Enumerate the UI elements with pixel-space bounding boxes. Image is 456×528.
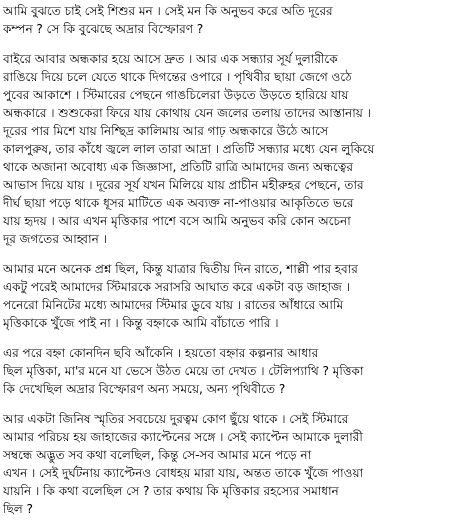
text-line: কম্পন ? সে কি বুঝেছে অদ্রার বিস্ফোরণ ? [3, 22, 204, 36]
text-line: রাঙিয়ে দিয়ে চলে যেতে থাকে দিগন্তের ওপারে । পৃথিবীর ছায়া জেগে ওঠে [3, 70, 352, 84]
text-line: আর একটা জিনিষ স্মৃতির সবচেয়ে দুরত্বম কোণ ছুঁয়ে থাকে । সেই স্টিমারে [3, 412, 349, 426]
paragraph-5 [3, 410, 453, 518]
text-line: একটু পরেই আমাদের স্টিমারকে সরাসরি আঘাত করে একটা বড় জাহাজ । [3, 280, 350, 294]
paragraph-3 [3, 260, 453, 332]
text-line: দীর্ঘ ছায়া পড়ে থাকে ধূসর মাটিতে এক অব্যক্ত না-পাওয়ার আকৃতিতে ভরে [3, 196, 354, 210]
paragraph-gap [3, 38, 453, 50]
paragraph-4 [3, 344, 453, 398]
text-line: দূর জগতের আহ্বান । [3, 232, 107, 246]
text-line: আভাস দিয়ে যায় । দূরের সূর্য যখন মিলিয়ে যায় প্রাচীন মহীরুহর পেছনে, তার [3, 178, 364, 192]
text-line: আমার পরিচয় হয় জাহাজের ক্যাপ্টেনের সঙ্গে । সেই ক্যাপ্টেন আমাকে দুলারী [3, 430, 363, 444]
text-line: বাইরে আবার অন্ধকার হয়ে আসে দ্রুত । আর এক সন্ধ্যার সূর্য দুলারীকে [3, 52, 338, 66]
text-line: আমার মনে অনেক প্রশ্ন ছিল, কিন্তু যাত্রার দ্বিতীয় দিন রাতে, শাল্লী পার হবার [3, 262, 358, 276]
text-line: এর পরে বহ্না কোনদিন ছবি আঁকেনি । হয়তো বহ্নার কল্পনার আধার [3, 346, 319, 360]
text-line: আমি বুঝতে চাই সেই শিশুর মন । সেই মন কি অনুভব করে অতি দূরের [3, 4, 333, 18]
paragraph-gap [3, 398, 453, 410]
paragraph-gap [3, 248, 453, 260]
paragraph-gap [3, 332, 453, 344]
text-line: কালপুরুষ, তার কাঁধে জ্বলে লাল তারা আদ্রা । প্রতিটি সন্ধ্যার মধ্যে যেন লুকিয়ে [3, 142, 375, 156]
text-line: পনেরো মিনিটের মধ্যে আমাদের স্টিমার ডুবে যায় । রাতের আঁধারে আমি [3, 298, 344, 312]
text-line: ছিল ? [3, 502, 33, 516]
text-line: দূরের পার মিশে যায় নিশ্ছিদ্র কালিমায় আর গাঢ় অন্ধকারে উঠে আসে [3, 124, 329, 138]
text-line: যায় হৃদয় । আর এখন মৃত্তিকার পাশে বসে আমি অনুভব করি কোন অচেনা [3, 214, 351, 228]
text-line: ছিল মৃত্তিকা, মা'র মনে যা ভেসে উঠত মেয়ে তা দেখত । টেলিপ্যাথি ? মৃত্তিকা [3, 364, 364, 378]
text-line: সম্বন্ধে অদ্ভুত সব কথা বলেছিল, কিন্তু সে-সব আমার মনে পড়ে না [3, 448, 312, 462]
paragraph-2 [3, 50, 453, 248]
text-line: এখন । সেই দুর্ঘটনায় ক্যাপ্টেনও বোধহয় মারা যায়, অন্তত তাকে খুঁজে পাওয়া [3, 466, 364, 480]
text-line: যায়নি । কি কথা বলেছিল সে ? তার কথায় কি মৃত্তিকার রহস্যের সমাধান [3, 484, 339, 498]
text-line: থাকে অজানা অবোধ্য এক জিজ্ঞাসা, প্রতিটি রাত্রি আমাদের জন্য অন্ধত্বের [3, 160, 353, 174]
text-line: পুবের আকাশে । স্টিমারের পেছনে গাঙচিলেরা উড়তে উড়তে হারিয়ে যায় [3, 88, 349, 102]
text-line: কি দেখেছিল অদ্রার বিস্ফোরণ অন্য সময়ে, অন্য পৃথিবীতে ? [3, 382, 286, 396]
text-line: অন্ধকারে । শুশুকেরা ফিরে যায় কোথায় যেন জলের তলায় তাদের আস্তানায় । [3, 106, 371, 120]
paragraph-1 [3, 2, 453, 38]
text-line: মৃত্তিকাকে খুঁজে পাই না । কিন্তু বহ্নাকে আমি বাঁচাতে পারি । [3, 316, 279, 330]
